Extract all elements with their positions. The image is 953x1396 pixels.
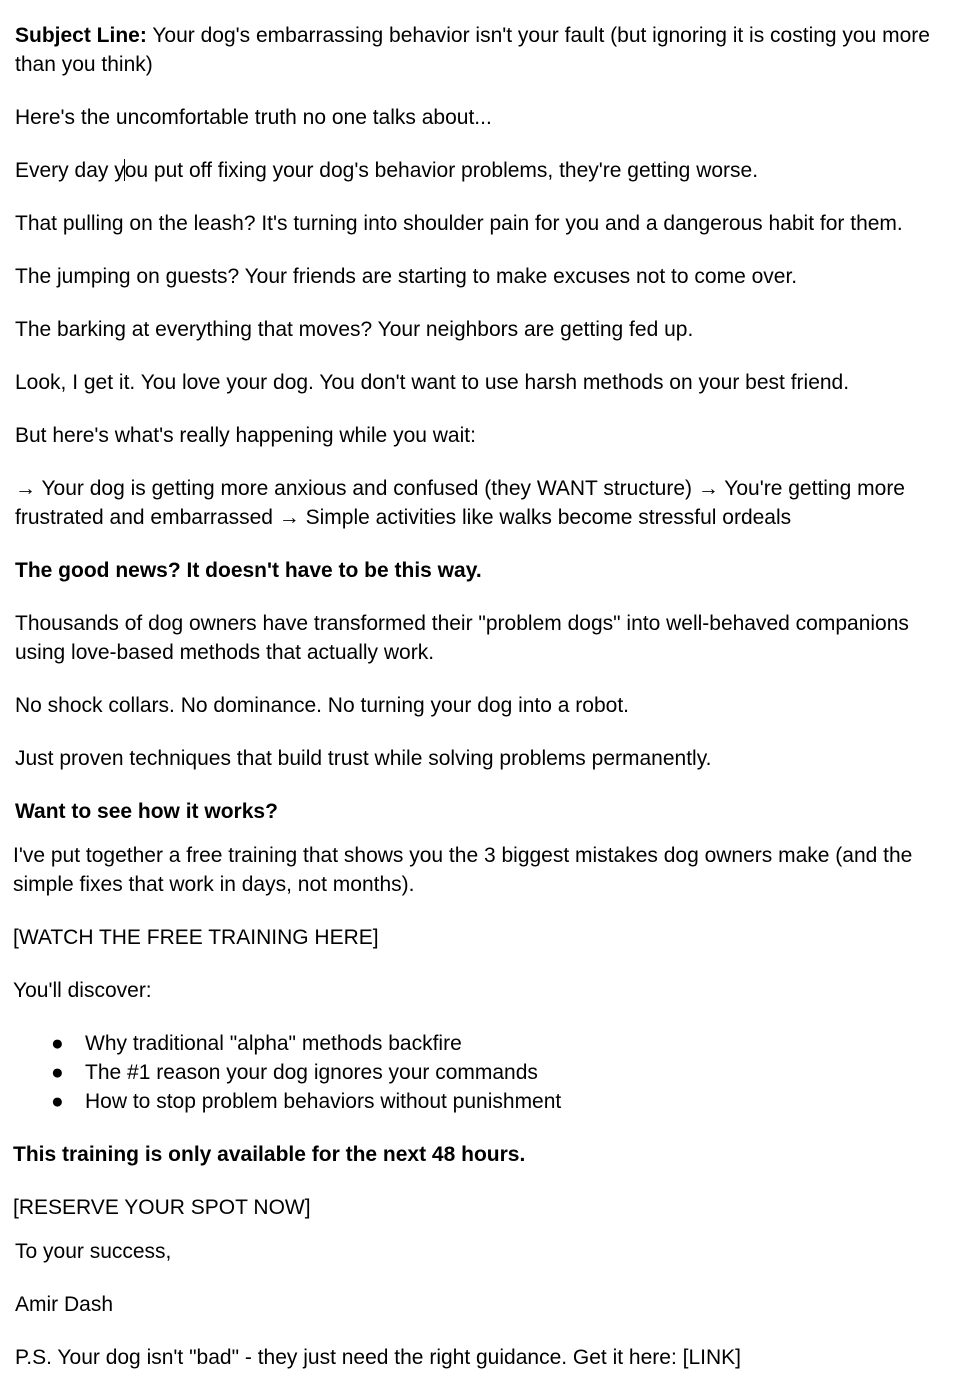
watch-training-link[interactable]: [WATCH THE FREE TRAINING HERE]: [13, 926, 379, 949]
subject-line: [15, 21, 951, 79]
intro-paragraph: Here's the uncomfortable truth no one talks about...: [15, 106, 492, 129]
subject-label: Subject Line:: [15, 24, 147, 47]
list-item-text: The #1 reason your dog ignores your commands: [85, 1061, 538, 1084]
subject-text: Your dog's embarrassing behavior isn't your fault (but ignoring it is costing you more than you think): [15, 24, 930, 76]
signoff: To your success,: [15, 1240, 172, 1263]
just-proven-paragraph: Just proven techniques that build trust while solving problems permanently.: [15, 747, 712, 770]
free-training-paragraph: I've put together a free training that shows you the 3 biggest mistakes dog owners make (and the simple fixes that work in days, not months).: [13, 844, 913, 896]
signature: Amir Dash: [15, 1293, 114, 1316]
bullet-icon: ●: [51, 1061, 64, 1084]
good-news-heading: The good news? It doesn't have to be this way.: [15, 559, 482, 582]
every-day-text-after: ou put off fixing your dog's behavior problems, they're getting worse.: [124, 159, 759, 182]
bullet-icon: ●: [51, 1032, 64, 1055]
list-item: [15, 1029, 951, 1058]
but-here-paragraph: But here's what's really happening while you wait:: [15, 424, 476, 447]
list-item-text: Why traditional "alpha" methods backfire: [85, 1032, 462, 1055]
urgency-heading: This training is only available for the next 48 hours.: [13, 1143, 526, 1166]
every-day-paragraph[interactable]: [15, 156, 951, 185]
thousands-paragraph: Thousands of dog owners have transformed their "problem dogs" into well-behaved companions using love-based methods that actually work.: [15, 612, 909, 664]
no-shock-paragraph: No shock collars. No dominance. No turning your dog into a robot.: [15, 694, 629, 717]
email-document: [15, 21, 951, 1396]
problem-leash: That pulling on the leash? It's turning into shoulder pain for you and a dangerous habit for them.: [15, 212, 903, 235]
benefits-list: [15, 1029, 951, 1116]
reserve-spot-link[interactable]: [RESERVE YOUR SPOT NOW]: [13, 1196, 311, 1219]
ps-paragraph: P.S. Your dog isn't "bad" - they just need the right guidance. Get it here: [LINK]: [15, 1346, 741, 1369]
list-item: [15, 1087, 951, 1116]
want-to-see-heading: Want to see how it works?: [15, 800, 278, 823]
empathy-paragraph: Look, I get it. You love your dog. You don't want to use harsh methods on your best friend.: [15, 371, 850, 394]
list-item: [15, 1058, 951, 1087]
every-day-text-before: Every day y: [15, 159, 125, 182]
arrows-paragraph: → Your dog is getting more anxious and confused (they WANT structure) → You're getting more frustrated and embarrassed → Simple activities like walks become stressful ordeals: [15, 477, 905, 529]
problem-barking: The barking at everything that moves? Your neighbors are getting fed up.: [15, 318, 694, 341]
problem-jumping: The jumping on guests? Your friends are starting to make excuses not to come over.: [15, 265, 798, 288]
bullet-icon: ●: [51, 1090, 64, 1113]
list-item-text: How to stop problem behaviors without punishment: [85, 1090, 562, 1113]
discover-paragraph: You'll discover:: [13, 979, 152, 1002]
